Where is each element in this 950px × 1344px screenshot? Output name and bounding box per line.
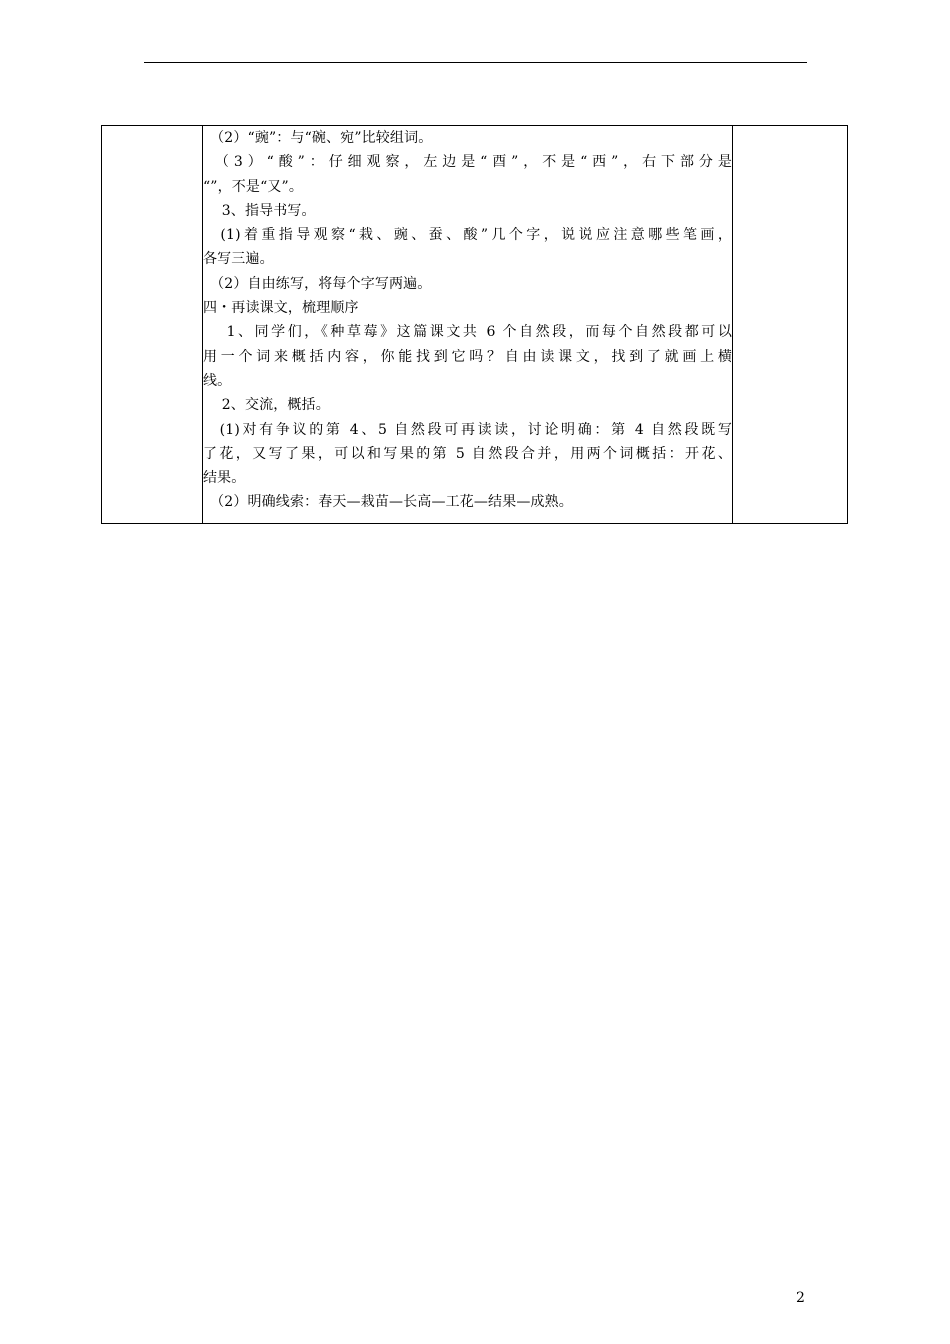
text-line: （2）“豌”：与“碗、宛”比较组词。 — [203, 130, 433, 146]
text-line: (1)着重指导观察“栽、豌、蚕、酸”几个字，说说应注意哪些笔画， — [203, 227, 732, 244]
text-line: 3、指导书写。 — [203, 202, 316, 219]
lesson-plan-table — [101, 125, 848, 524]
text-line: 2、交流，概括。 — [203, 397, 330, 414]
text-line: （2）明确线索：春天—栽苗—长高—工花—结果—成熟。 — [203, 494, 573, 511]
left-empty-cell — [102, 126, 203, 524]
header-rule — [144, 62, 807, 63]
text-line: （2）自由练写，将每个字写两遍。 — [203, 275, 432, 292]
text-line: “”，不是“又”。 — [203, 178, 303, 195]
section-heading: 四・再读课文，梳理顺序 — [203, 300, 359, 317]
table-row — [102, 126, 848, 524]
text-line: 用一个词来概括内容，你能找到它吗？自由读课文，找到了就画上横 — [203, 348, 732, 365]
text-line: (1)对有争议的第 4、5 自然段可再读读，讨论明确：第 4 自然段既写 — [203, 421, 732, 438]
content-cell — [203, 126, 733, 524]
right-empty-cell — [733, 126, 848, 524]
text-line: （3）“酸”：仔细观察，左边是“酉”，不是“西”，右下部分是 — [203, 154, 732, 171]
text-line: 线。 — [203, 372, 232, 389]
text-line: 了花，又写了果，可以和写果的第 5 自然段合并，用两个词概括：开花、 — [203, 445, 732, 462]
text-line: 各写三遍。 — [203, 251, 274, 268]
text-line: 1、同学们，《种草莓》这篇课文共 6 个自然段，而每个自然段都可以 — [203, 324, 732, 341]
text-line: 结果。 — [203, 470, 246, 487]
page-number: 2 — [796, 1290, 805, 1306]
